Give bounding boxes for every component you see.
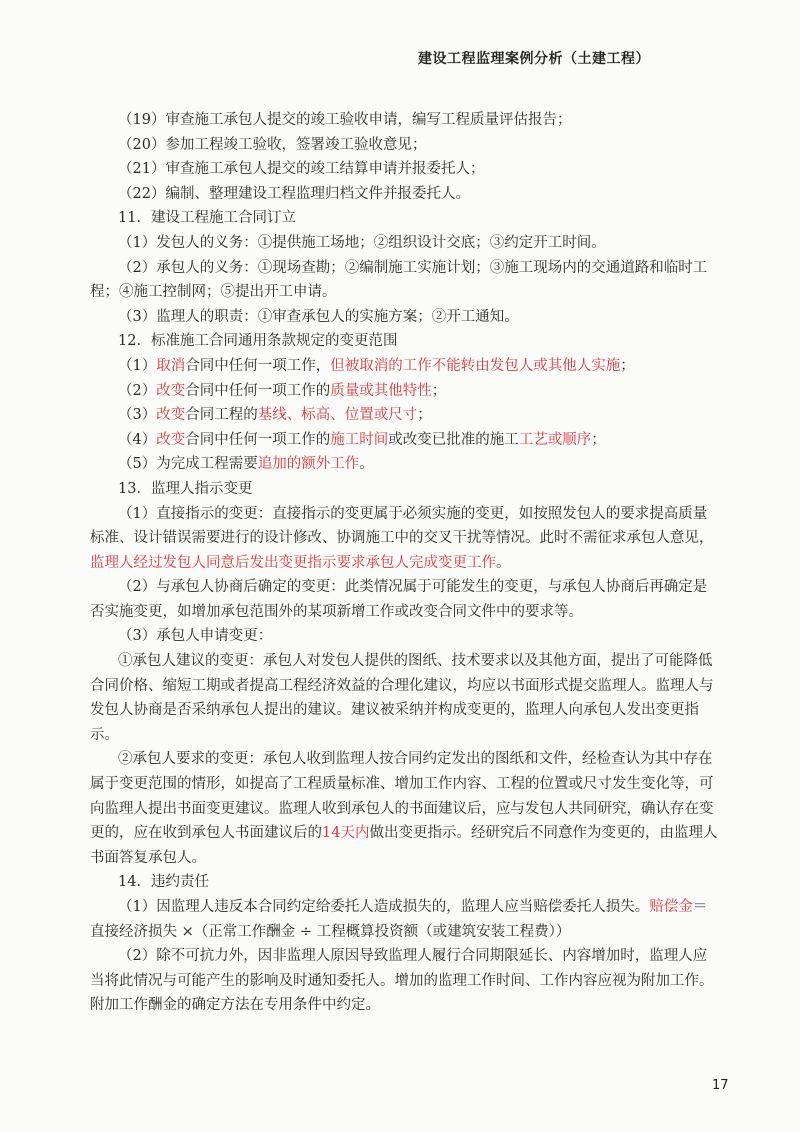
paragraph — [90, 502, 720, 576]
text-run: （20）参加工程竣工验收，签署竣工验收意见； — [118, 136, 427, 153]
text-run: ； — [417, 407, 432, 424]
paragraph — [90, 379, 720, 404]
text-run: 合同中任何一项工作的 — [185, 431, 331, 448]
paragraph — [90, 944, 720, 1018]
text-run: （2）除不可抗力外，因非监理人原因导致监理人履行合同期限延长、内容增加时，监理人应当将此情况与可能产生的影响及时通知委托人。增加的监理工作时间、工作内容应视为附加工作。附加工作酬金的确定方法在专用条件中约定。 — [90, 948, 714, 1014]
text-run: （3） — [118, 407, 157, 424]
paragraph — [90, 354, 720, 379]
text-run: （22）编制、整理建设工程监理归档文件并报委托人。 — [118, 185, 470, 202]
highlighted-text: 监理人经过发包人同意后发出变更指示要求承包人完成变更工作 — [90, 554, 496, 571]
text-run: 做出变更指示。经研究后不同意作为变更的，由监理人书面答复承包人。 — [90, 825, 718, 866]
text-run: （3）监理人的职责：①审查承包人的实施方案；②开工通知。 — [118, 308, 519, 325]
document-body — [90, 108, 720, 1018]
highlighted-text: 工艺或顺序 — [518, 431, 592, 448]
text-run: （1）发包人的义务：①提供施工场地；②组织设计交底；③约定开工时间。 — [118, 234, 606, 251]
text-run: ①承包人建议的变更：承包人对发包人提供的图纸、技术要求以及其他方面，提出了可能降低合同价格、缩短工期或者提高工程经济效益的合理化建议，均应以书面形式提交监理人。监理人与发包人协商是否采纳承包人提出的建议。建议被采纳并构成变更的，监理人向承包人发出变更指示。 — [90, 653, 714, 743]
highlighted-text: 追加的额外工作 — [257, 456, 360, 473]
paragraph — [90, 575, 720, 624]
highlighted-text: 赔偿金 — [649, 899, 693, 915]
paragraph — [90, 747, 720, 870]
paragraph — [90, 182, 720, 207]
text-run: 13．监理人指示变更 — [118, 480, 253, 497]
text-run: ； — [591, 431, 606, 448]
text-run: （19）审查施工承包人提交的竣工验收申请，编写工程质量评估报告； — [118, 112, 572, 128]
paragraph — [90, 649, 720, 747]
paragraph — [90, 157, 720, 182]
highlighted-text: 质量或其他特性 — [330, 382, 432, 399]
text-run: （2）与承包人协商后确定的变更：此类情况属于可能发生的变更，与承包人协商后再确定是否实施变更，如增加承包范围外的某项新增工作或改变合同文件中的要求等。 — [90, 579, 708, 620]
paragraph — [90, 256, 720, 305]
text-run: 合同工程的 — [185, 407, 258, 424]
paragraph — [90, 206, 720, 231]
text-run: （21）审查施工承包人提交的竣工结算申请并报委托人； — [118, 161, 485, 178]
paragraph — [90, 305, 720, 330]
text-run: ； — [431, 382, 447, 399]
paragraph — [90, 477, 720, 502]
paragraph — [90, 428, 720, 453]
paragraph — [90, 231, 720, 256]
paragraph — [90, 452, 720, 477]
text-run: 或改变已批准的施工 — [388, 431, 519, 448]
text-run: （3）承包人申请变更： — [118, 628, 273, 645]
highlighted-text: 改变 — [156, 382, 186, 399]
text-run: 。 — [496, 554, 511, 571]
page-number: 17 — [712, 1078, 729, 1093]
text-run: 12．标准施工合同通用条款规定的变更范围 — [118, 333, 398, 350]
text-run: （2）承包人的义务：①现场查勘；②编制施工实施计划；③施工现场内的交通道路和临时工程；④施工控制网；⑤提出开工申请。 — [90, 259, 708, 301]
text-run: （1） — [118, 357, 157, 374]
text-run: ； — [620, 357, 635, 374]
paragraph — [90, 108, 720, 133]
text-run: 合同中任何一项工作， — [185, 357, 331, 374]
paragraph — [90, 403, 720, 428]
text-run: （4） — [118, 431, 157, 448]
paragraph — [90, 133, 720, 158]
paragraph — [90, 895, 720, 944]
paragraph — [90, 329, 720, 354]
text-run: ②承包人要求的变更：承包人收到监理人按合同约定发出的图纸和文件，经检查认为其中存在属于变更范围的情形，如提高了工程质量标准、增加工作内容、工程的位置或尺寸发生变化等，可向监理人提出书面变更建议。监理人收到承包人的书面建议后，应与发包人共同研究，确认存在变更的，应在收到承包人书面建议后的 — [90, 751, 714, 842]
paragraph — [90, 624, 720, 649]
text-run: 。 — [359, 456, 374, 473]
text-run: （5）为完成工程需要 — [118, 456, 258, 473]
text-run: （2） — [118, 382, 157, 399]
highlighted-text: 基线、标高、位置或尺寸 — [257, 407, 418, 424]
highlighted-text: 14天内 — [322, 825, 370, 842]
highlighted-text: 取消 — [156, 357, 186, 374]
highlighted-text: 施工时间 — [330, 431, 389, 448]
highlighted-text: 但被取消的工作不能转由发包人或其他人实施 — [330, 357, 621, 374]
highlighted-text: 改变 — [156, 407, 186, 424]
text-run: ＝直接经济损失 ×（正常工作酬金 ÷ 工程概算投资额（或建筑安装工程费）） — [90, 899, 708, 940]
text-run: 合同中任何一项工作的 — [185, 382, 331, 399]
highlighted-text: 改变 — [156, 431, 186, 448]
page-header: 建设工程监理案例分析（土建工程） — [418, 51, 650, 67]
text-run: 14．违约责任 — [118, 874, 209, 891]
text-run: （1）因监理人违反本合同约定给委托人造成损失的，监理人应当赔偿委托人损失。 — [118, 899, 650, 915]
text-run: 11．建设工程施工合同订立 — [118, 210, 296, 227]
text-run: （1）直接指示的变更：直接指示的变更属于必须实施的变更，如按照发包人的要求提高质量标准、设计错误需要进行的设计修改、协调施工中的交叉干扰等情况。此时不需征求承包人意见， — [90, 505, 714, 547]
paragraph — [90, 870, 720, 895]
